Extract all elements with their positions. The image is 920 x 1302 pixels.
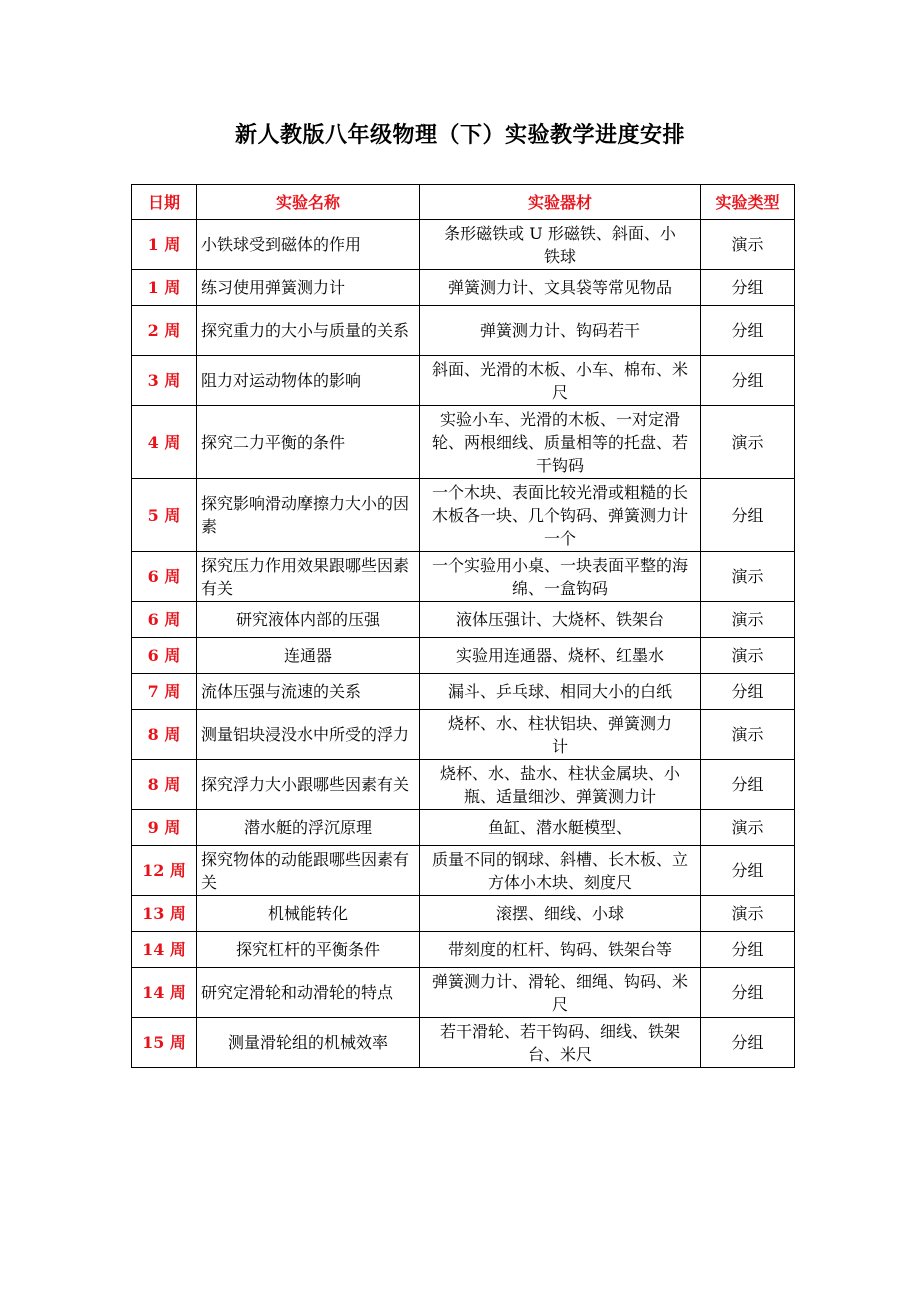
row-experiment-type [701, 602, 795, 638]
row-experiment-type-text: 演示 [731, 725, 764, 744]
row-experiment-name [197, 1018, 420, 1068]
row-experiment-name-text: 连通器 [283, 646, 332, 665]
row-experiment-type-text: 分组 [731, 321, 764, 340]
row-experiment-type-text: 演示 [731, 904, 764, 923]
row-equipment-text: 条形磁铁或 U 形磁铁、斜面、小铁球 [444, 223, 676, 266]
row-date-text: 3 周 [147, 371, 181, 390]
row-date [132, 406, 197, 479]
table-row [132, 932, 795, 968]
row-experiment-name-text: 探究杠杆的平衡条件 [235, 940, 380, 959]
row-experiment-name-text: 练习使用弹簧测力计 [201, 278, 346, 297]
row-equipment [420, 602, 701, 638]
row-experiment-name-text: 阻力对运动物体的影响 [201, 371, 362, 390]
row-date-text: 1 周 [147, 278, 181, 297]
row-equipment-text: 烧杯、水、柱状铝块、弹簧测力计 [447, 713, 672, 756]
row-experiment-type-text: 分组 [731, 983, 764, 1002]
row-experiment-type-text: 演示 [731, 646, 764, 665]
row-date-text: 7 周 [147, 682, 181, 701]
row-equipment [420, 674, 701, 710]
row-experiment-name-text: 研究定滑轮和动滑轮的特点 [201, 983, 394, 1002]
row-date [132, 356, 197, 406]
row-date-text: 8 周 [147, 775, 181, 794]
row-experiment-type-text: 分组 [731, 505, 764, 525]
table-row [132, 1018, 795, 1068]
row-experiment-name-text: 探究重力的大小与质量的关系 [201, 321, 410, 340]
row-date [132, 710, 197, 760]
table-row [132, 638, 795, 674]
row-equipment [420, 220, 701, 270]
row-equipment [420, 1018, 701, 1068]
row-date [132, 638, 197, 674]
row-experiment-type [701, 270, 795, 306]
row-experiment-name [197, 220, 420, 270]
row-equipment-text: 带刻度的杠杆、钩码、铁架台等 [447, 940, 672, 959]
row-equipment [420, 896, 701, 932]
row-experiment-name-text: 探究压力作用效果跟哪些因素有关 [201, 555, 410, 598]
row-experiment-type [701, 220, 795, 270]
row-experiment-name-text: 探究影响滑动摩擦力大小的因素 [201, 494, 410, 536]
row-equipment-text: 一个木块、表面比较光滑或粗糙的长木板各一块、几个钩码、弹簧测力计一个 [431, 482, 688, 548]
row-experiment-type [701, 306, 795, 356]
row-date [132, 552, 197, 602]
row-experiment-name [197, 479, 420, 552]
row-experiment-type-text: 演示 [731, 235, 764, 254]
table-header-row [132, 185, 795, 220]
row-equipment-text: 若干滑轮、若干钩码、细线、铁架台、米尺 [439, 1021, 680, 1064]
row-equipment-text: 弹簧测力计、滑轮、细绳、钩码、米尺 [431, 971, 688, 1014]
row-equipment [420, 846, 701, 896]
row-experiment-name-text: 测量滑轮组的机械效率 [227, 1033, 388, 1052]
row-experiment-name-text: 测量铝块浸没水中所受的浮力 [201, 725, 410, 744]
row-experiment-name [197, 710, 420, 760]
row-date-text: 6 周 [147, 646, 181, 665]
row-date-text: 6 周 [147, 610, 181, 629]
header-date: 日期 [132, 185, 197, 220]
header-equipment: 实验器材 [420, 185, 701, 220]
table-row [132, 810, 795, 846]
row-experiment-type-text: 分组 [731, 940, 764, 959]
row-date-text: 4 周 [147, 432, 181, 452]
table-row [132, 406, 795, 479]
row-experiment-type-text: 演示 [731, 818, 764, 837]
row-date [132, 674, 197, 710]
row-equipment-text: 漏斗、乒乓球、相同大小的白纸 [447, 682, 672, 701]
row-experiment-type [701, 674, 795, 710]
row-date-text: 1 周 [147, 235, 181, 254]
row-experiment-name-text: 探究二力平衡的条件 [201, 432, 346, 452]
row-experiment-type-text: 演示 [731, 567, 764, 586]
row-equipment-text: 弹簧测力计、文具袋等常见物品 [447, 278, 672, 297]
row-experiment-name [197, 896, 420, 932]
table-row [132, 846, 795, 896]
row-equipment [420, 479, 701, 552]
row-experiment-name [197, 638, 420, 674]
row-experiment-name-text: 机械能转化 [267, 904, 348, 923]
row-equipment [420, 760, 701, 810]
row-date [132, 896, 197, 932]
table-body [132, 220, 795, 1068]
row-experiment-name [197, 602, 420, 638]
row-date-text: 6 周 [147, 567, 181, 586]
row-experiment-type [701, 932, 795, 968]
row-experiment-name-text: 研究液体内部的压强 [235, 610, 380, 629]
row-experiment-type [701, 406, 795, 479]
row-experiment-type [701, 638, 795, 674]
row-equipment [420, 406, 701, 479]
row-equipment [420, 270, 701, 306]
row-equipment [420, 638, 701, 674]
row-equipment-text: 滚摆、细线、小球 [495, 904, 624, 923]
row-equipment-text: 鱼缸、潜水艇模型、 [487, 818, 632, 837]
row-experiment-name [197, 932, 420, 968]
row-date-text: 8 周 [147, 725, 181, 744]
header-experiment-name: 实验名称 [197, 185, 420, 220]
table-row [132, 602, 795, 638]
row-equipment [420, 552, 701, 602]
row-date [132, 810, 197, 846]
table-row [132, 479, 795, 552]
table-row [132, 270, 795, 306]
row-experiment-type-text: 分组 [731, 1033, 764, 1052]
row-experiment-type-text: 分组 [731, 278, 764, 297]
row-experiment-name [197, 760, 420, 810]
row-equipment [420, 968, 701, 1018]
row-experiment-type [701, 968, 795, 1018]
row-date [132, 1018, 197, 1068]
table-row [132, 220, 795, 270]
page-title: 新人教版八年级物理（下）实验教学进度安排 [234, 123, 685, 148]
row-date [132, 846, 197, 896]
row-experiment-type-text: 分组 [731, 861, 764, 880]
row-date-text: 9 周 [147, 818, 181, 837]
table-row [132, 760, 795, 810]
row-experiment-name [197, 846, 420, 896]
row-experiment-type-text: 演示 [731, 432, 764, 452]
row-experiment-type [701, 356, 795, 406]
row-date [132, 479, 197, 552]
row-equipment [420, 356, 701, 406]
row-experiment-type-text: 演示 [731, 610, 764, 629]
row-date [132, 220, 197, 270]
table-row [132, 356, 795, 406]
table-row [132, 306, 795, 356]
row-experiment-type-text: 分组 [731, 775, 764, 794]
row-date-text: 12 周 [142, 861, 186, 880]
row-experiment-type [701, 896, 795, 932]
row-experiment-type-text: 分组 [731, 682, 764, 701]
row-date [132, 932, 197, 968]
row-experiment-name [197, 270, 420, 306]
row-experiment-name [197, 306, 420, 356]
row-date-text: 13 周 [142, 904, 186, 923]
row-equipment [420, 810, 701, 846]
table-row [132, 896, 795, 932]
row-date-text: 15 周 [142, 1033, 186, 1052]
schedule-table [131, 184, 795, 1068]
row-date [132, 602, 197, 638]
row-equipment-text: 质量不同的钢球、斜槽、长木板、立方体小木块、刻度尺 [431, 849, 688, 892]
row-date [132, 760, 197, 810]
row-date-text: 2 周 [147, 321, 181, 340]
table-row [132, 710, 795, 760]
row-experiment-type [701, 810, 795, 846]
header-experiment-type: 实验类型 [701, 185, 795, 220]
row-equipment-text: 斜面、光滑的木板、小车、棉布、米尺 [431, 359, 688, 402]
row-experiment-name-text: 探究浮力大小跟哪些因素有关 [201, 775, 410, 794]
row-experiment-name [197, 406, 420, 479]
row-experiment-type [701, 760, 795, 810]
row-equipment-text: 液体压强计、大烧杯、铁架台 [455, 610, 664, 629]
row-date [132, 306, 197, 356]
row-date-text: 14 周 [142, 940, 186, 959]
table-row [132, 674, 795, 710]
row-experiment-name-text: 探究物体的动能跟哪些因素有关 [201, 849, 410, 892]
row-experiment-type [701, 479, 795, 552]
row-date [132, 968, 197, 1018]
row-experiment-type [701, 846, 795, 896]
row-date-text: 14 周 [142, 983, 186, 1002]
row-equipment [420, 932, 701, 968]
row-date-text: 5 周 [147, 505, 181, 525]
row-equipment-text: 弹簧测力计、钩码若干 [479, 321, 640, 340]
row-experiment-name [197, 810, 420, 846]
row-experiment-name [197, 356, 420, 406]
row-equipment [420, 710, 701, 760]
row-experiment-name-text: 潜水艇的浮沉原理 [243, 818, 372, 837]
row-equipment-text: 实验用连通器、烧杯、红墨水 [455, 646, 664, 665]
row-equipment-text: 烧杯、水、盐水、柱状金属块、小瓶、适量细沙、弹簧测力计 [439, 763, 680, 806]
row-experiment-name [197, 552, 420, 602]
table-row [132, 552, 795, 602]
row-experiment-name [197, 674, 420, 710]
row-experiment-type [701, 1018, 795, 1068]
row-experiment-name [197, 968, 420, 1018]
row-experiment-name-text: 流体压强与流速的关系 [201, 682, 362, 701]
row-experiment-type [701, 552, 795, 602]
row-equipment-text: 一个实验用小桌、一块表面平整的海绵、一盒钩码 [431, 555, 688, 598]
row-experiment-type [701, 710, 795, 760]
table-row [132, 968, 795, 1018]
row-equipment [420, 306, 701, 356]
row-experiment-type-text: 分组 [731, 371, 764, 390]
row-date [132, 270, 197, 306]
row-equipment-text: 实验小车、光滑的木板、一对定滑轮、两根细线、质量相等的托盘、若干钩码 [431, 409, 688, 475]
row-experiment-name-text: 小铁球受到磁体的作用 [201, 235, 362, 254]
